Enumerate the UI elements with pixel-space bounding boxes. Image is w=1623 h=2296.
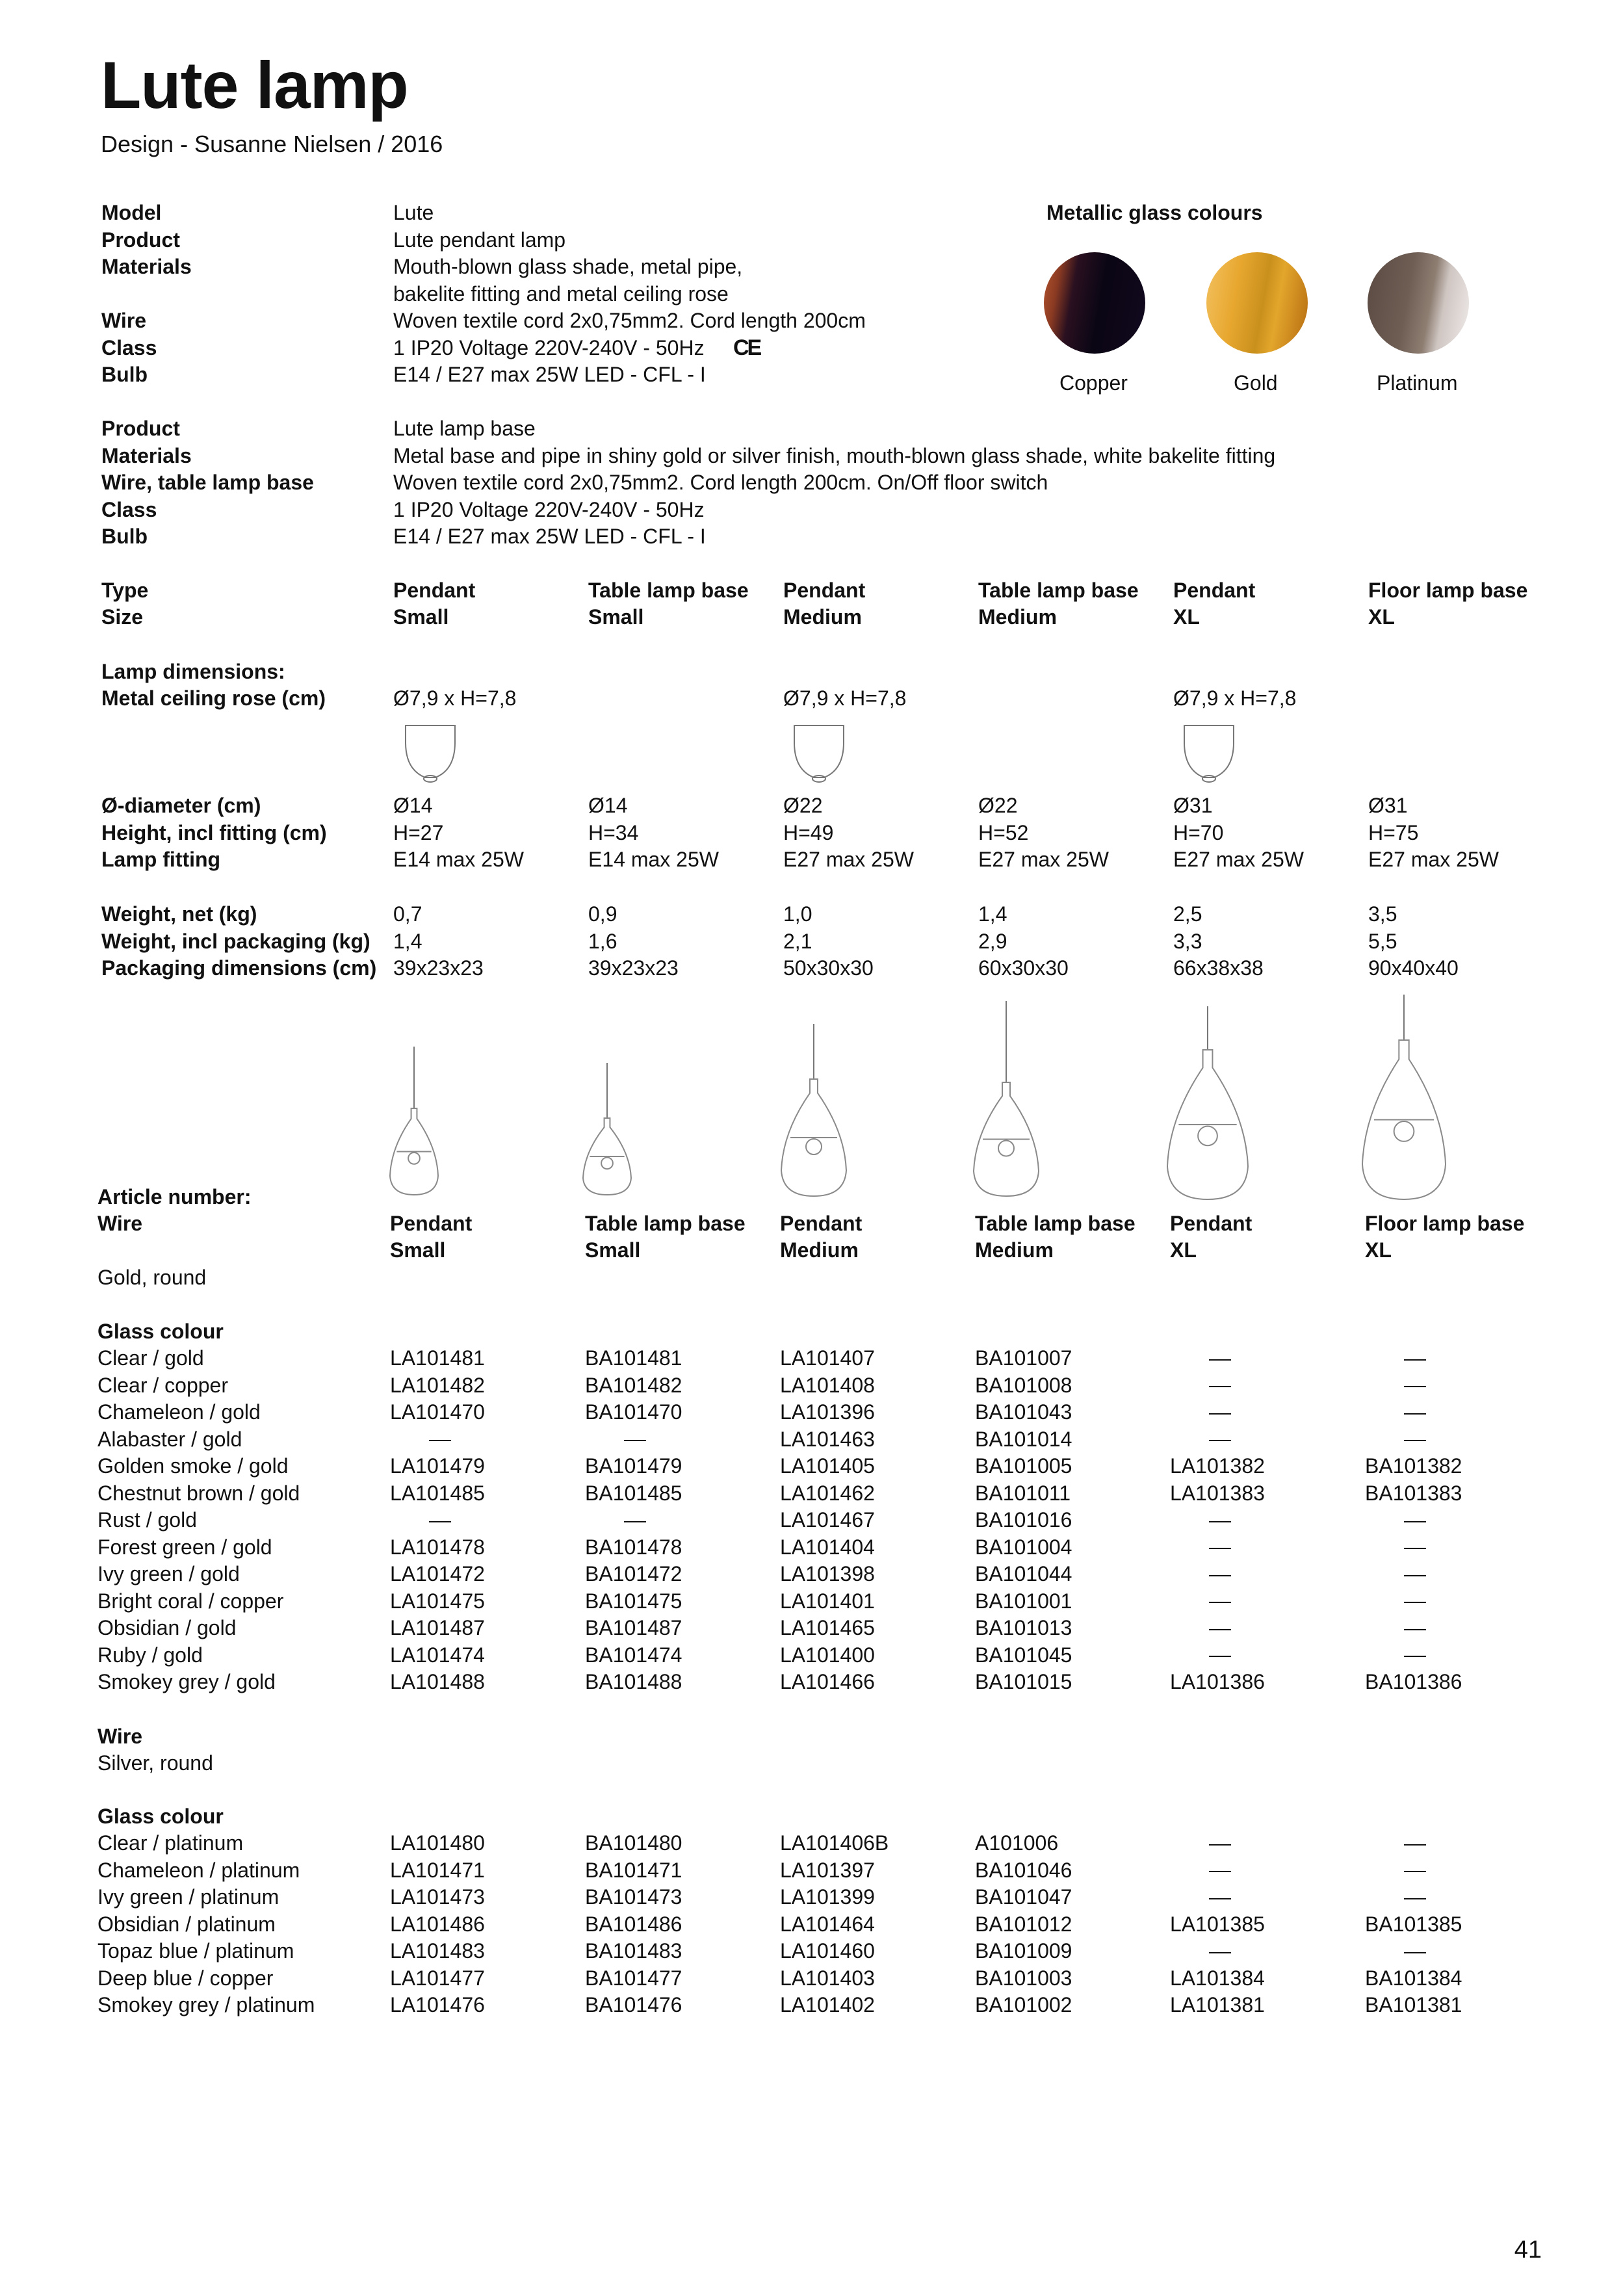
rose-value: Ø7,9 x H=7,8 — [783, 686, 907, 710]
type-value: Floor lamp base — [1368, 579, 1528, 602]
article-number: BA101047 — [975, 1885, 1072, 1909]
dimension-value: Ø22 — [783, 794, 823, 817]
size-value: Medium — [978, 605, 1057, 629]
lamp-bulb — [1198, 1126, 1217, 1145]
ceiling-rose-drawing-xl — [1182, 723, 1236, 785]
article-dash — [1404, 1506, 1426, 1533]
article-dash — [1209, 1398, 1231, 1426]
metallic-heading: Metallic glass colours — [1046, 201, 1263, 224]
article-number: BA101043 — [975, 1400, 1072, 1424]
article-type-header: Pendant — [390, 1212, 473, 1235]
rose-value: Ø7,9 x H=7,8 — [393, 686, 517, 710]
spec-value: 1 IP20 Voltage 220V-240V - 50Hz — [393, 497, 705, 521]
wire-silver: Silver, round — [97, 1751, 213, 1775]
weight-value: 39x23x23 — [393, 956, 484, 980]
weight-value: 60x30x30 — [978, 956, 1069, 980]
spec-value: bakelite fitting and metal ceiling rose — [393, 281, 729, 306]
article-number: BA101005 — [975, 1454, 1072, 1478]
article-number: BA101473 — [585, 1885, 682, 1909]
spec-value: E14 / E27 max 25W LED - CFL - I — [393, 363, 706, 386]
article-number: BA101472 — [585, 1562, 682, 1585]
article-number: LA101482 — [390, 1373, 485, 1397]
dimension-value: Ø14 — [393, 794, 433, 817]
article-number: LA101404 — [780, 1535, 875, 1559]
article-size-header: Medium — [780, 1238, 859, 1262]
spec-value: E14 / E27 max 25W LED - CFL - I — [393, 525, 706, 548]
weight-value: 1,6 — [588, 929, 617, 953]
article-number: BA101044 — [975, 1562, 1072, 1585]
glass-colour-label: Ivy green / gold — [97, 1562, 240, 1585]
weight-label: Weight, incl packaging (kg) — [101, 929, 370, 953]
weight-value: 50x30x30 — [783, 956, 874, 980]
article-number: BA101487 — [585, 1616, 682, 1639]
article-number: BA101475 — [585, 1589, 682, 1613]
glass-colour-label: Smokey grey / platinum — [97, 1993, 315, 2016]
glass-colour-label: Smokey grey / gold — [97, 1670, 276, 1693]
spec-value: Mouth-blown glass shade, metal pipe, — [393, 255, 743, 278]
swatch-copper — [1044, 252, 1145, 354]
article-dash — [1209, 1344, 1231, 1372]
article-number: BA101046 — [975, 1858, 1072, 1882]
dimension-value: Ø31 — [1173, 794, 1213, 817]
article-number: BA101482 — [585, 1373, 682, 1397]
rose-label: Metal ceiling rose (cm) — [101, 686, 326, 710]
ceiling-rose-drawing-small — [403, 723, 458, 785]
weight-label: Packaging dimensions (cm) — [101, 956, 377, 980]
glass-colour-heading-silver: Glass colour — [97, 1805, 224, 1828]
article-number: BA101007 — [975, 1346, 1072, 1370]
dimension-value: H=27 — [393, 820, 444, 844]
dimension-value: E27 max 25W — [1173, 848, 1304, 871]
dimension-value: H=70 — [1173, 820, 1224, 844]
article-dash — [1209, 1587, 1231, 1615]
article-number: BA101385 — [1365, 1912, 1462, 1936]
article-dash — [1209, 1883, 1231, 1911]
type-value: Table lamp base — [588, 579, 749, 602]
article-dash — [1404, 1587, 1426, 1615]
spec-value: Lute lamp base — [393, 417, 536, 440]
spec-label: Class — [101, 497, 157, 521]
weight-value: 0,7 — [393, 902, 422, 926]
glass-colour-label: Ivy green / platinum — [97, 1885, 279, 1909]
glass-colour-label: Deep blue / copper — [97, 1966, 274, 1990]
glass-colour-label: Clear / gold — [97, 1346, 204, 1370]
article-number: LA101463 — [780, 1427, 875, 1451]
article-dash — [429, 1426, 451, 1453]
lamp-drawing — [1161, 1006, 1254, 1206]
article-number: LA101485 — [390, 1481, 485, 1505]
glass-colour-label: Alabaster / gold — [97, 1427, 242, 1451]
article-number: BA101480 — [585, 1831, 682, 1855]
article-number: BA101001 — [975, 1589, 1072, 1613]
spec-value: Lute — [393, 201, 434, 224]
lamp-drawing — [1356, 995, 1452, 1206]
weight-value: 3,5 — [1368, 902, 1397, 926]
article-number: BA101479 — [585, 1454, 682, 1478]
article-number: BA101382 — [1365, 1454, 1462, 1478]
article-dash — [1404, 1857, 1426, 1884]
dimension-value: Ø31 — [1368, 794, 1408, 817]
dimension-value: E14 max 25W — [588, 848, 719, 871]
size-label: Size — [101, 605, 144, 629]
article-number: LA101471 — [390, 1858, 485, 1882]
article-number: BA101384 — [1365, 1966, 1462, 1990]
size-value: XL — [1368, 605, 1395, 629]
article-number: LA101477 — [390, 1966, 485, 1990]
weight-value: 1,4 — [978, 902, 1007, 926]
article-heading: Article number: — [97, 1185, 252, 1208]
article-dash — [1404, 1829, 1426, 1857]
weight-value: 2,9 — [978, 929, 1007, 953]
ceiling-rose-drawing-medium — [792, 723, 846, 785]
article-number: BA101009 — [975, 1939, 1072, 1963]
article-number: LA101466 — [780, 1670, 875, 1693]
article-number: BA101476 — [585, 1993, 682, 2016]
article-dash — [1404, 1560, 1426, 1587]
article-number: LA101400 — [780, 1643, 875, 1667]
article-dash — [1209, 1829, 1231, 1857]
article-dash — [429, 1506, 451, 1533]
article-dash — [1209, 1506, 1231, 1533]
weight-value: 2,5 — [1173, 902, 1202, 926]
lamp-drawing — [775, 1024, 853, 1203]
article-number: LA101472 — [390, 1562, 485, 1585]
type-label: Type — [101, 579, 149, 602]
article-number: LA101467 — [780, 1508, 875, 1532]
article-number: BA101471 — [585, 1858, 682, 1882]
type-value: Table lamp base — [978, 579, 1139, 602]
article-size-header: XL — [1365, 1238, 1392, 1262]
lamp-bulb — [1394, 1121, 1414, 1141]
article-number: LA101479 — [390, 1454, 485, 1478]
weight-value: 1,0 — [783, 902, 812, 926]
article-dash — [1209, 1641, 1231, 1669]
lamp-bulb — [408, 1153, 420, 1164]
type-value: Pendant — [393, 579, 476, 602]
article-number: LA101464 — [780, 1912, 875, 1936]
article-dash — [1209, 1937, 1231, 1964]
article-number: BA101012 — [975, 1912, 1072, 1936]
article-number: LA101488 — [390, 1670, 485, 1693]
article-size-header: Small — [585, 1238, 641, 1262]
spec-label: Product — [101, 417, 180, 440]
glass-colour-label: Chameleon / platinum — [97, 1858, 300, 1882]
glass-colour-label: Obsidian / gold — [97, 1616, 237, 1639]
lamp-drawing — [383, 1047, 445, 1201]
spec-value: Woven textile cord 2x0,75mm2. Cord length 200cm — [393, 309, 866, 332]
article-number: BA101381 — [1365, 1993, 1462, 2016]
article-number: BA101383 — [1365, 1481, 1462, 1505]
article-number: LA101386 — [1170, 1670, 1265, 1693]
weight-value: 2,1 — [783, 929, 812, 953]
article-number: BA101488 — [585, 1670, 682, 1693]
article-number: BA101481 — [585, 1346, 682, 1370]
article-dash — [1404, 1533, 1426, 1561]
swatch-label-copper: Copper — [1059, 371, 1128, 395]
designer-credit: Design - Susanne Nielsen / 2016 — [101, 131, 443, 157]
article-dash — [1209, 1372, 1231, 1399]
swatch-label-platinum: Platinum — [1377, 371, 1458, 395]
article-number: LA101465 — [780, 1616, 875, 1639]
article-number: LA101402 — [780, 1993, 875, 2016]
article-number: BA101474 — [585, 1643, 682, 1667]
size-value: Small — [588, 605, 644, 629]
glass-colour-label: Chameleon / gold — [97, 1400, 261, 1424]
dimension-value: H=52 — [978, 820, 1029, 844]
article-number: BA101008 — [975, 1373, 1072, 1397]
article-number: BA101485 — [585, 1481, 682, 1505]
spec-value: Woven textile cord 2x0,75mm2. Cord length 200cm. On/Off floor switch — [393, 471, 1048, 494]
article-number: BA101015 — [975, 1670, 1072, 1693]
article-number: LA101382 — [1170, 1454, 1265, 1478]
article-number: LA101384 — [1170, 1966, 1265, 1990]
dimension-value: H=75 — [1368, 820, 1419, 844]
article-number: BA101470 — [585, 1400, 682, 1424]
dimension-value: E27 max 25W — [783, 848, 914, 871]
article-number: A101006 — [975, 1831, 1059, 1855]
weight-value: 3,3 — [1173, 929, 1202, 953]
article-number: LA101487 — [390, 1616, 485, 1639]
article-dash — [624, 1506, 646, 1533]
spec-label: Product — [101, 228, 180, 252]
weight-value: 66x38x38 — [1173, 956, 1264, 980]
dimension-value: E27 max 25W — [978, 848, 1109, 871]
article-number: LA101405 — [780, 1454, 875, 1478]
article-dash — [1404, 1614, 1426, 1641]
article-number: BA101483 — [585, 1939, 682, 1963]
dimension-label: Height, incl fitting (cm) — [101, 820, 327, 844]
glass-colour-label: Chestnut brown / gold — [97, 1481, 300, 1505]
article-dash — [1404, 1641, 1426, 1669]
article-number: LA101470 — [390, 1400, 485, 1424]
article-number: BA101477 — [585, 1966, 682, 1990]
spec-value: Metal base and pipe in shiny gold or silver finish, mouth-blown glass shade, white bakelite fitting — [393, 443, 1276, 467]
article-number: LA101383 — [1170, 1481, 1265, 1505]
article-dash — [1404, 1372, 1426, 1399]
glass-colour-label: Topaz blue / platinum — [97, 1939, 294, 1963]
article-number: LA101476 — [390, 1993, 485, 2016]
swatch-gold — [1206, 252, 1308, 354]
article-number: LA101401 — [780, 1589, 875, 1613]
article-number: LA101408 — [780, 1373, 875, 1397]
article-number: LA101481 — [390, 1346, 485, 1370]
dimension-label: Lamp fitting — [101, 848, 221, 871]
article-number: LA101398 — [780, 1562, 875, 1585]
size-value: Small — [393, 605, 449, 629]
article-number: LA101483 — [390, 1939, 485, 1963]
article-number: BA101386 — [1365, 1670, 1462, 1693]
glass-colour-heading: Glass colour — [97, 1320, 224, 1343]
article-number: LA101478 — [390, 1535, 485, 1559]
article-dash — [1404, 1398, 1426, 1426]
wire-heading-silver: Wire — [97, 1725, 143, 1748]
weight-label: Weight, net (kg) — [101, 902, 257, 926]
spec-label: Wire — [101, 309, 147, 332]
dimension-value: E14 max 25W — [393, 848, 524, 871]
glass-colour-label: Ruby / gold — [97, 1643, 203, 1667]
glass-colour-label: Forest green / gold — [97, 1535, 272, 1559]
weight-value: 0,9 — [588, 902, 617, 926]
article-number: LA101407 — [780, 1346, 875, 1370]
article-number: LA101475 — [390, 1589, 485, 1613]
dimension-value: Ø14 — [588, 794, 628, 817]
dimension-value: E27 max 25W — [1368, 848, 1499, 871]
article-number: LA101460 — [780, 1939, 875, 1963]
article-number: BA101045 — [975, 1643, 1072, 1667]
weight-value: 1,4 — [393, 929, 422, 953]
dimension-value: Ø22 — [978, 794, 1018, 817]
article-type-header: Table lamp base — [585, 1212, 746, 1235]
size-value: Medium — [783, 605, 862, 629]
wire-heading: Wire — [97, 1212, 143, 1235]
article-dash — [1209, 1426, 1231, 1453]
article-number: BA101003 — [975, 1966, 1072, 1990]
lamp-bulb — [806, 1139, 822, 1155]
article-dash — [1404, 1426, 1426, 1453]
page-number: 41 — [1514, 2236, 1542, 2263]
article-number: BA101013 — [975, 1616, 1072, 1639]
dimension-value: H=34 — [588, 820, 639, 844]
weight-value: 39x23x23 — [588, 956, 679, 980]
glass-colour-label: Clear / platinum — [97, 1831, 244, 1855]
article-dash — [1209, 1560, 1231, 1587]
article-dash — [1209, 1533, 1231, 1561]
swatch-label-gold: Gold — [1234, 371, 1278, 395]
article-number: BA101478 — [585, 1535, 682, 1559]
article-number: BA101016 — [975, 1508, 1072, 1532]
article-dash — [1404, 1883, 1426, 1911]
article-type-header: Table lamp base — [975, 1212, 1136, 1235]
article-size-header: Small — [390, 1238, 446, 1262]
glass-colour-label: Rust / gold — [97, 1508, 197, 1532]
article-number: BA101002 — [975, 1993, 1072, 2016]
spec-value: 1 IP20 Voltage 220V-240V - 50Hz — [393, 335, 705, 359]
article-dash — [1404, 1937, 1426, 1964]
article-dash — [624, 1426, 646, 1453]
glass-colour-label: Clear / copper — [97, 1373, 228, 1397]
lamp-drawing — [967, 1001, 1045, 1203]
article-size-header: XL — [1170, 1238, 1197, 1262]
article-dash — [1404, 1344, 1426, 1372]
spec-label: Bulb — [101, 525, 148, 548]
article-number: LA101474 — [390, 1643, 485, 1667]
dimension-value: H=49 — [783, 820, 834, 844]
article-number: BA101011 — [975, 1481, 1071, 1505]
rose-value: Ø7,9 x H=7,8 — [1173, 686, 1297, 710]
article-type-header: Pendant — [780, 1212, 863, 1235]
article-number: LA101473 — [390, 1885, 485, 1909]
spec-label: Model — [101, 201, 162, 224]
wire-gold: Gold, round — [97, 1266, 207, 1289]
ce-mark-icon: CE — [733, 335, 760, 360]
spec-value: Lute pendant lamp — [393, 228, 566, 252]
article-number: BA101486 — [585, 1912, 682, 1936]
article-number: LA101480 — [390, 1831, 485, 1855]
dimensions-heading: Lamp dimensions: — [101, 660, 285, 683]
article-size-header: Medium — [975, 1238, 1054, 1262]
article-number: BA101004 — [975, 1535, 1072, 1559]
lamp-bulb — [998, 1141, 1014, 1156]
weight-value: 5,5 — [1368, 929, 1397, 953]
article-number: LA101397 — [780, 1858, 875, 1882]
glass-colour-label: Golden smoke / gold — [97, 1454, 289, 1478]
size-value: XL — [1173, 605, 1200, 629]
glass-colour-label: Bright coral / copper — [97, 1589, 284, 1613]
lamp-bulb — [601, 1157, 613, 1169]
spec-label: Materials — [101, 255, 192, 278]
type-value: Pendant — [1173, 579, 1256, 602]
article-number: LA101403 — [780, 1966, 875, 1990]
weight-value: 90x40x40 — [1368, 956, 1459, 980]
swatch-platinum — [1368, 252, 1469, 354]
article-type-header: Floor lamp base — [1365, 1212, 1525, 1235]
article-number: LA101385 — [1170, 1912, 1265, 1936]
spec-label: Bulb — [101, 363, 148, 386]
article-number: LA101381 — [1170, 1993, 1265, 2016]
article-number: LA101462 — [780, 1481, 875, 1505]
article-number: LA101406B — [780, 1831, 889, 1855]
spec-label: Wire, table lamp base — [101, 471, 314, 494]
dimension-label: Ø-diameter (cm) — [101, 794, 261, 817]
article-number: LA101399 — [780, 1885, 875, 1909]
glass-colour-label: Obsidian / platinum — [97, 1912, 276, 1936]
article-dash — [1209, 1614, 1231, 1641]
page-title: Lute lamp — [101, 48, 408, 122]
spec-label: Class — [101, 335, 157, 359]
article-number: LA101396 — [780, 1400, 875, 1424]
spec-label: Materials — [101, 443, 192, 467]
lamp-drawing — [577, 1063, 638, 1201]
article-dash — [1209, 1857, 1231, 1884]
type-value: Pendant — [783, 579, 866, 602]
article-type-header: Pendant — [1170, 1212, 1253, 1235]
article-number: BA101014 — [975, 1427, 1072, 1451]
article-number: LA101486 — [390, 1912, 485, 1936]
